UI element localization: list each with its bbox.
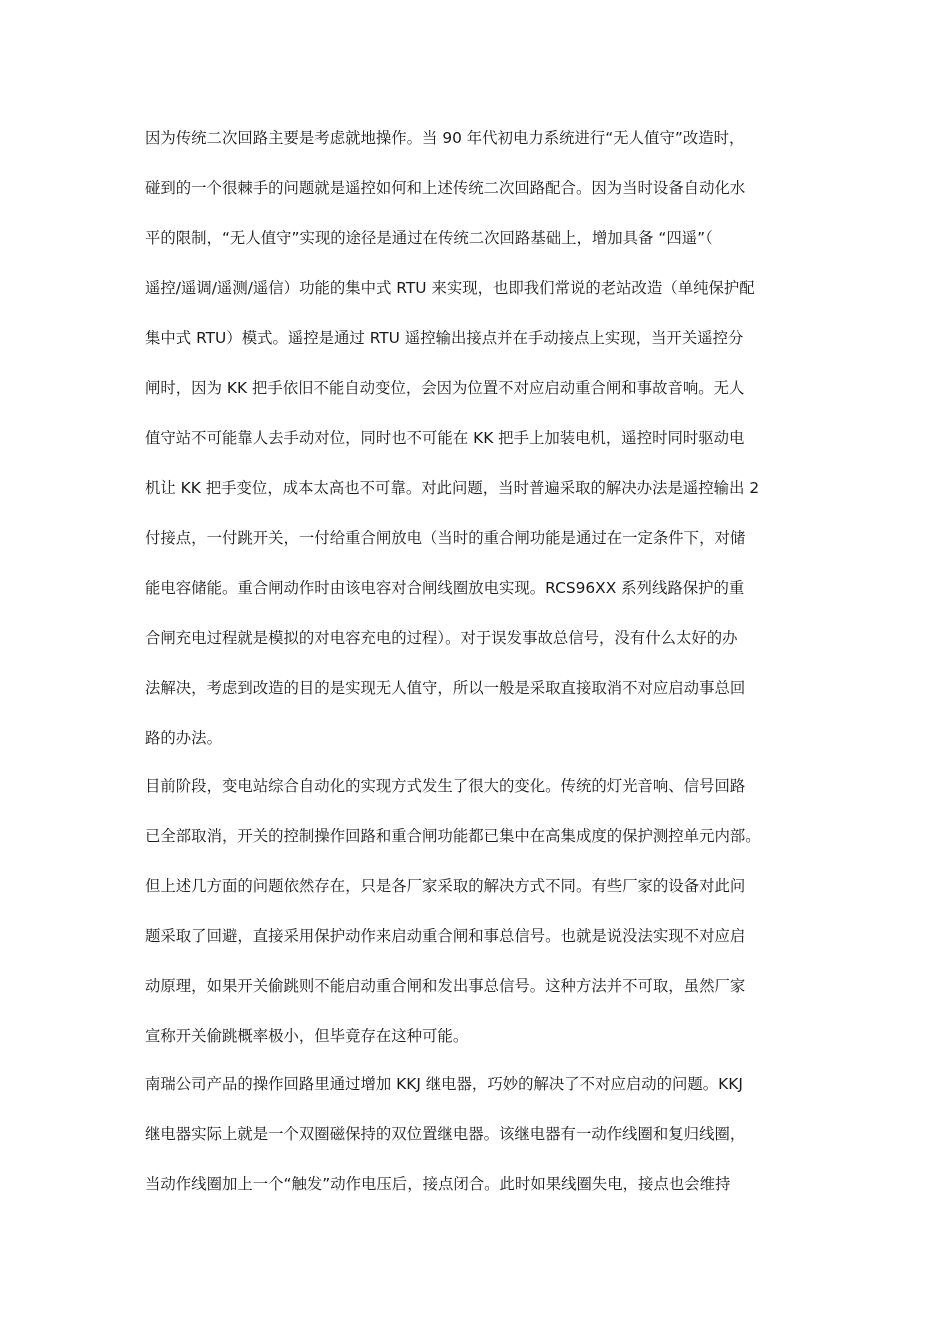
text-line: 南瑞公司产品的操作回路里通过增加 KKJ 继电器，巧妙的解决了不对应启动的问题。KKJ (145, 1075, 743, 1093)
text-line: 值守站不可能靠人去手动对位，同时也不可能在 KK 把手上加装电机，遥控时同时驱动电 (145, 429, 745, 447)
text-line: 付接点，一付跳开关，一付给重合闸放电（当时的重合闸功能是通过在一定条件下，对储 (145, 529, 746, 547)
text-line: 因为传统二次回路主要是考虑就地操作。当 90 年代初电力系统进行“无人值守”改造时， (145, 129, 745, 147)
text-line: 宣称开关偷跳概率极小，但毕竟存在这种可能。 (145, 1027, 469, 1045)
text-line: 动原理，如果开关偷跳则不能启动重合闸和发出事总信号。这种方法并不可取，虽然厂家 (145, 977, 746, 995)
text-line: 路的办法。 (145, 729, 222, 747)
text-line: 能电容储能。重合闸动作时由该电容对合闸线圈放电实现。RCS96XX 系列线路保护的重 (145, 579, 745, 597)
text-line: 但上述几方面的问题依然存在，只是各厂家采取的解决方式不同。有些厂家的设备对此问 (145, 877, 746, 895)
text-line: 机让 KK 把手变位，成本太高也不可靠。对此问题，当时普遍采取的解决办法是遥控输出 2 (145, 479, 760, 497)
text-line: 合闸充电过程就是模拟的对电容充电的过程）。对于误发事故总信号，没有什么太好的办 (145, 629, 738, 647)
text-line: 法解决，考虑到改造的目的是实现无人值守，所以一般是采取直接取消不对应启动事总回 (145, 679, 746, 697)
text-line: 目前阶段，变电站综合自动化的实现方式发生了很大的变化。传统的灯光音响、信号回路 (145, 777, 746, 795)
text-line: 平的限制，“无人值守”实现的途径是通过在传统二次回路基础上，增加具备 “四遥”（ (145, 229, 713, 247)
text-line: 题采取了回避，直接采用保护动作来启动重合闸和事总信号。也就是说没法实现不对应启 (145, 927, 746, 945)
text-line: 集中式 RTU）模式。遥控是通过 RTU 遥控输出接点并在手动接点上实现，当开关遥控分 (145, 329, 744, 347)
text-line: 闸时，因为 KK 把手依旧不能自动变位，会因为位置不对应启动重合闸和事故音响。无人 (145, 379, 745, 397)
text-line: 已全部取消，开关的控制操作回路和重合闸功能都已集中在高集成度的保护测控单元内部。 (145, 827, 761, 845)
text-line: 继电器实际上就是一个双圈磁保持的双位置继电器。该继电器有一动作线圈和复归线圈， (145, 1125, 746, 1143)
text-line: 碰到的一个很棘手的问题就是遥控如何和上述传统二次回路配合。因为当时设备自动化水 (145, 179, 746, 197)
text-line: 遥控/遥调/遥测/遥信）功能的集中式 RTU 来实现，也即我们常说的老站改造（单纯保护配 (145, 279, 755, 297)
text-line: 当动作线圈加上一个“触发”动作电压后，接点闭合。此时如果线圈失电，接点也会维持 (145, 1175, 731, 1193)
